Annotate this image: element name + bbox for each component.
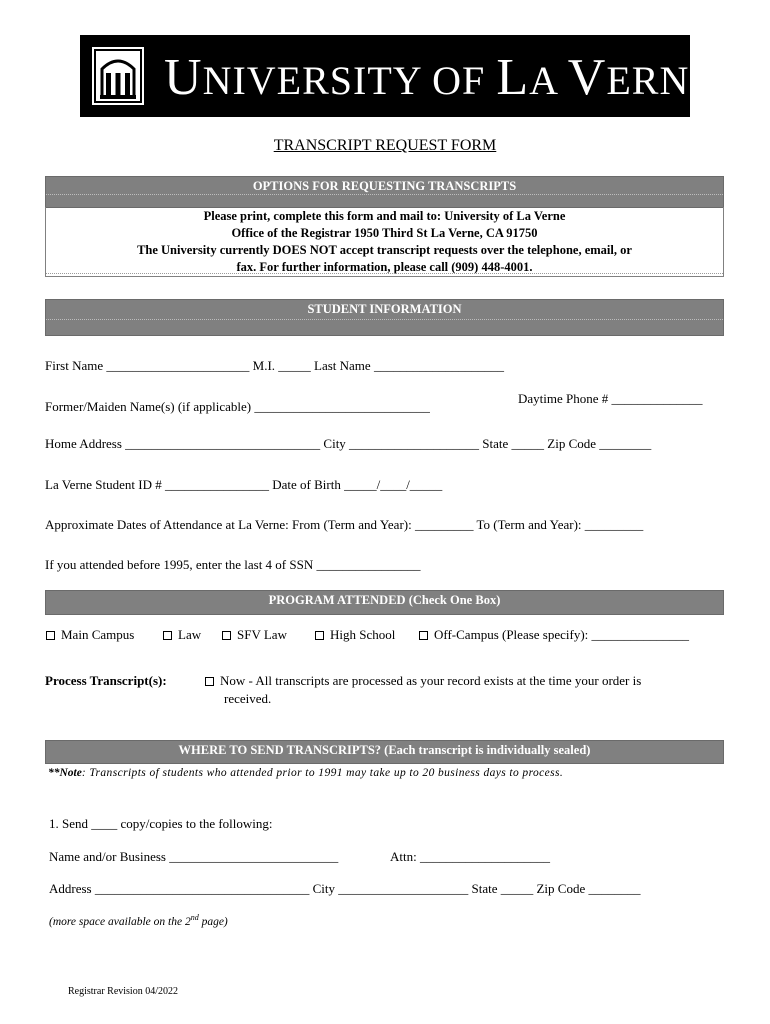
- instruction-line-4: fax. For further information, please call (909) 448-4001.: [236, 260, 533, 274]
- program-option-high-school[interactable]: High School: [315, 627, 395, 643]
- business-name-field[interactable]: Name and/or Business __________________________: [49, 849, 339, 864]
- name-fields[interactable]: First Name ______________________ M.I. _____ Last Name ____________________: [45, 358, 504, 373]
- instruction-line-2: Office of the Registrar 1950 Third St La Verne, CA 91750: [231, 226, 538, 240]
- checkbox-icon[interactable]: [163, 631, 172, 640]
- maiden-name-field[interactable]: Former/Maiden Name(s) (if applicable) ___________________________: [45, 399, 430, 414]
- copies-field[interactable]: 1. Send ____ copy/copies to the following:: [49, 816, 273, 831]
- process-transcript-label: Process Transcript(s):: [45, 673, 167, 688]
- instruction-line-1: Please print, complete this form and mail to: University of La Verne: [203, 209, 566, 223]
- program-option-main-campus[interactable]: Main Campus: [46, 627, 134, 643]
- checkbox-icon[interactable]: [46, 631, 55, 640]
- options-section-title: OPTIONS FOR REQUESTING TRANSCRIPTS: [252, 179, 517, 193]
- send-section-title: WHERE TO SEND TRANSCRIPTS? (Each transcript is individually sealed): [178, 743, 591, 757]
- form-title: TRANSCRIPT REQUEST FORM: [273, 137, 497, 154]
- program-section-header: [45, 590, 724, 615]
- checkbox-icon[interactable]: [205, 677, 214, 686]
- mailing-instructions: [45, 207, 724, 277]
- instruction-line-3: The University currently DOES NOT accept transcript requests over the telephone, email, or: [137, 243, 632, 257]
- checkbox-icon[interactable]: [222, 631, 231, 640]
- home-address-fields[interactable]: Home Address ______________________________ City ____________________ State _____ Zip Code ________: [45, 436, 652, 451]
- processing-note: **Note: Transcripts of students who attended prior to 1991 may take up to 20 business days to process.: [48, 767, 564, 779]
- program-option-off-campus[interactable]: Off-Campus (Please specify): _______________: [419, 627, 689, 643]
- process-now-option-continued: received.: [224, 691, 272, 706]
- crest-icon: [92, 47, 144, 105]
- ssn-field[interactable]: If you attended before 1995, enter the last 4 of SSN ________________: [45, 557, 421, 572]
- box-divider: [46, 273, 723, 274]
- attn-field[interactable]: Attn: ____________________: [390, 849, 550, 864]
- checkbox-icon[interactable]: [315, 631, 324, 640]
- process-now-option[interactable]: Now - All transcripts are processed as your record exists at the time your order is: [205, 673, 641, 689]
- header-divider: [46, 319, 723, 320]
- student-section-header: [45, 299, 724, 336]
- send-section-header: [45, 740, 724, 764]
- program-option-sfv-law[interactable]: SFV Law: [222, 627, 287, 643]
- options-section-header: [45, 176, 724, 208]
- program-section-title: PROGRAM ATTENDED (Check One Box): [268, 593, 501, 607]
- more-space-note: (more space available on the 2nd page): [49, 913, 228, 928]
- program-option-law[interactable]: Law: [163, 627, 201, 643]
- student-id-dob-fields[interactable]: La Verne Student ID # ________________ Date of Birth _____/____/_____: [45, 477, 443, 492]
- header-divider: [46, 194, 723, 195]
- attendance-dates-fields[interactable]: Approximate Dates of Attendance at La Verne: From (Term and Year): _________ To (Term and Year): _________: [45, 517, 644, 532]
- logo-wordmark: UNIVERSITY OF LA VERNE: [164, 49, 715, 106]
- recipient-address-fields[interactable]: Address _________________________________ City ____________________ State _____ Zip Code ________: [49, 881, 641, 896]
- daytime-phone-field[interactable]: Daytime Phone # ______________: [518, 391, 703, 406]
- university-logo: [80, 35, 715, 117]
- revision-footer: Registrar Revision 04/2022: [68, 986, 178, 997]
- checkbox-icon[interactable]: [419, 631, 428, 640]
- student-section-title: STUDENT INFORMATION: [307, 302, 462, 316]
